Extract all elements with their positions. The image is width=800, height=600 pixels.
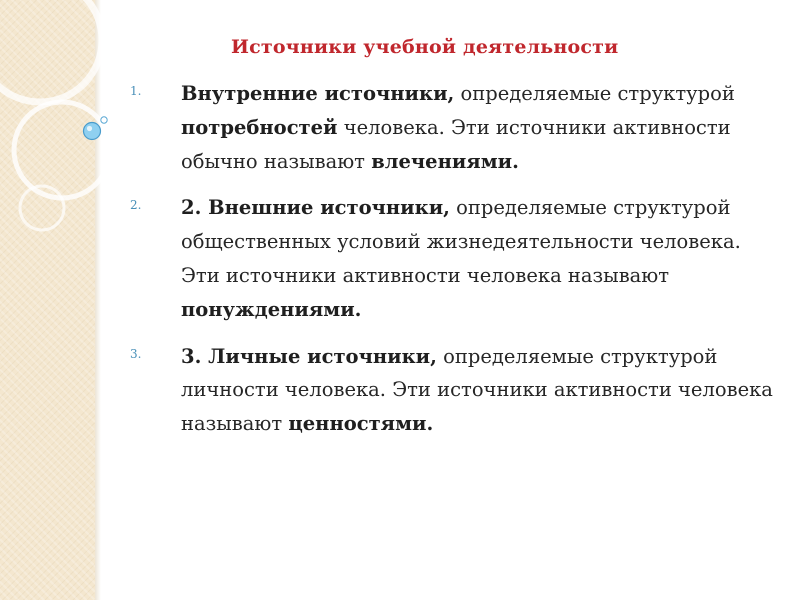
item-number: 2. <box>130 198 142 213</box>
item-body: определяемые структурой личности человека. Эти источники активности человека называют <box>181 344 773 436</box>
item-lead: 2. Внешние источники, <box>181 196 450 220</box>
blue-bead-highlight <box>87 126 92 131</box>
item-text <box>181 77 780 178</box>
item-lead: 3. Личные источники, <box>181 344 437 368</box>
blue-bead <box>84 123 101 140</box>
large-ring <box>0 0 102 102</box>
middle-ring <box>14 102 110 198</box>
list-item <box>130 77 780 178</box>
item-body: человека. Эти источники активности обычно называют <box>181 115 731 173</box>
item-body: определяемые структурой <box>454 82 735 105</box>
item-keyword: влечениями. <box>371 149 519 173</box>
slide-title: Источники учебной деятельности <box>231 36 619 58</box>
item-body: определяемые структурой общественных условий жизнедеятельности человека. Эти источники активности человека называют <box>181 196 741 287</box>
sources-list <box>130 77 780 454</box>
item-number: 3. <box>130 346 142 361</box>
list-item <box>130 191 780 326</box>
item-number: 1. <box>130 84 142 98</box>
list-item <box>130 340 780 441</box>
item-lead: Внутренние источники, <box>181 82 455 105</box>
item-keyword: понуждениями. <box>181 297 362 321</box>
item-text <box>181 191 780 326</box>
item-keyword: потребностей <box>181 115 338 139</box>
item-keyword: ценностями. <box>288 412 434 436</box>
item-text <box>181 340 780 441</box>
